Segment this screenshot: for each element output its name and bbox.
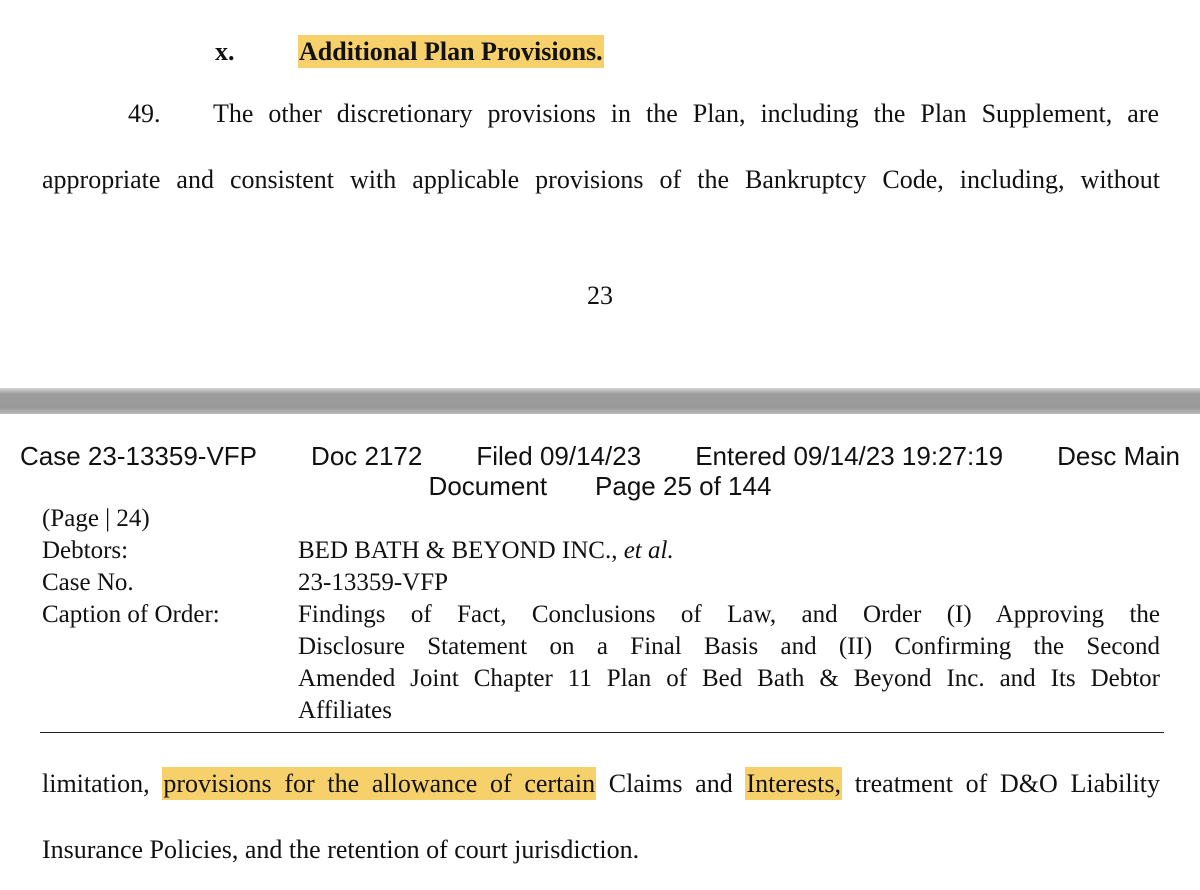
page-separator (0, 388, 1200, 414)
paragraph-line-2: appropriate and consistent with applicable provisions of the Bankruptcy Code, including, without (42, 165, 1160, 194)
continuation-line-1 (42, 768, 1160, 800)
document-label: Document (428, 471, 548, 501)
page-number: 23 (587, 281, 613, 310)
highlight-allowance: provisions for the allowance of certain (163, 769, 596, 798)
paragraph-line-1: The other discretionary provisions in the Plan, including the Plan Supplement, are (213, 99, 1159, 128)
filed-date: Filed 09/14/23 (476, 441, 642, 471)
caption-of-order-value (298, 599, 1160, 727)
section-number: x. (215, 37, 235, 66)
debtors-et-al: et al. (623, 537, 674, 564)
debtors-value (298, 535, 674, 567)
section-title-highlight: Additional Plan Provisions. (299, 37, 603, 66)
section-title (298, 36, 604, 68)
case-no-label: Case No. (42, 569, 134, 596)
desc-main: Desc Main (1057, 441, 1180, 471)
page-of-total: Page 25 of 144 (595, 471, 772, 501)
debtors-name: BED BATH & BEYOND INC., (298, 537, 618, 564)
debtors-label: Debtors: (42, 537, 129, 564)
continuation-text: limitation, (42, 769, 150, 798)
continuation-line-2: Insurance Policies, and the retention of court jurisdiction. (42, 835, 640, 864)
highlight-interests: Interests, (746, 769, 842, 798)
doc-number: Doc 2172 (311, 441, 423, 471)
continuation-text: Claims and (608, 769, 733, 798)
paragraph-number: 49. (128, 99, 161, 128)
caption-line: Affiliates (298, 697, 392, 724)
caption-page-ref: (Page | 24) (42, 505, 150, 532)
court-filing-header (20, 441, 1180, 471)
case-no-value: 23-13359-VFP (298, 569, 449, 596)
caption-of-order-label: Caption of Order: (42, 601, 220, 628)
entered-date: Entered 09/14/23 19:27:19 (695, 441, 1004, 471)
caption-line: Amended Joint Chapter 11 Plan of Bed Bath & Beyond Inc. and Its Debtor (298, 665, 1160, 692)
caption-line: Findings of Fact, Conclusions of Law, and Order (I) Approving the (298, 601, 1160, 628)
continuation-text: treatment of D&O Liability (854, 769, 1161, 798)
caption-divider (40, 732, 1164, 733)
case-number: Case 23-13359-VFP (20, 441, 258, 471)
document-page-line (0, 471, 1200, 501)
caption-line: Disclosure Statement on a Final Basis and (II) Confirming the Second (298, 633, 1160, 660)
